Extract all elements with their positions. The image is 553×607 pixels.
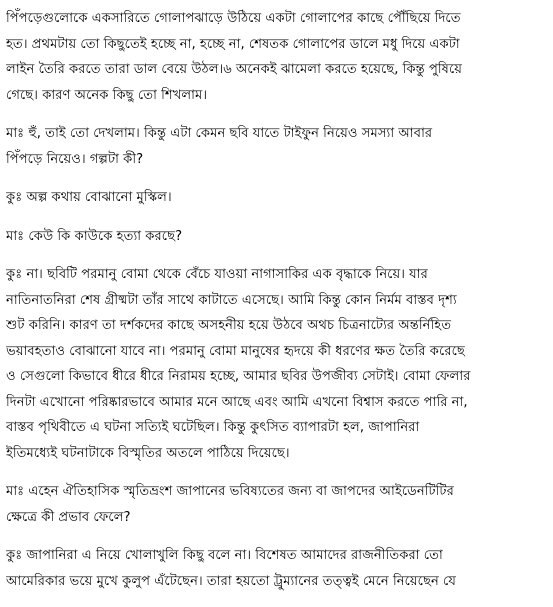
paragraph [6,224,550,250]
text-line: দিনটা এখোনো পরিষ্কারভাবে আমার মনে আছে এবং আমি এখনো বিশ্বাস করতে পারি না, [6,394,468,410]
document-body [6,6,550,607]
paragraph [6,479,550,530]
text-line: ইতিমধ্যেই ঘটনাটাকে বিস্মৃতির অতলে পাঠিয়ে দিয়েছে। [6,445,290,461]
paragraph [6,262,550,466]
text-line: কুঃ অল্প কথায় বোঝানো মুস্কিল। [6,190,172,205]
text-line: হত। প্রথমটায় তো কিছুতেই হচ্ছে না, হচ্ছে না, শেষতক গোলাপের ডালে মধু দিয়ে একটা [6,36,460,52]
text-line: ক্ষেত্রে কী প্রভাব ফেলে? [6,509,131,525]
text-line: লাইন তৈরি করতে তারা ডাল বেয়ে উঠল।৬ অনেকই ঝামেলা করতে হয়েছে, কিন্তু পুষিয়ে [6,62,463,77]
text-line: মাঃ হুঁ, তাই তো দেখলাম। কিন্তু এটা কেমন ছবি যাতে টাইফুন নিয়েও সমস্যা আবার [6,126,433,141]
paragraph [6,121,550,172]
text-line: ভয়াবহতাও বোঝানো যাবে না। পরমানু বোমা মানুষের হৃদয়ে কী ধরণের ক্ষত তৈরি করেছে [6,343,465,359]
paragraph [6,543,550,594]
text-line: আমেরিকার ভয়ে মুখে কুলুপ এঁটেছেন। তারা হয়তো ট্রুম্যানের তত্ত্বই মেনে নিয়েছেন যে [6,573,456,589]
text-line: মাঃ এহেন ঐতিহাসিক স্মৃতিভ্রংশ জাপানের ভবিষ্যতের জন্য বা জাপদের আইডেনটিটির [6,484,454,499]
text-line: গেছে। কারণ অনেক কিছু তো শিখলাম। [6,87,208,103]
paragraph [6,185,550,211]
paragraph [6,6,550,108]
text-line: ও সেগুলো কিভাবে ধীরে ধীরে নিরাময় হচ্ছে, আমার ছবির উপজীব্য সেটাই। বোমা ফেলার [6,369,471,384]
text-line: নাতিনাতনিরা শেষ গ্রীষ্মটা তাঁর সাথে কাটাতে এসেছে। আমি কিন্তু কোন নির্মম বাস্তব দৃশ্য [6,292,457,308]
text-line: পিঁপড়েগুলোকে একসারিতে গোলাপঝাড়ে উঠিয়ে একটা গোলাপের কাছে পৌঁছিয়ে দিতে [6,11,461,26]
text-line: বাস্তব পৃথিবীতে এ ঘটনা সত্যিই ঘটেছিল। কিন্তু কুৎসিত ব্যাপারটা হল, জাপানিরা [6,420,420,435]
text-line: পিঁপড়ে নিয়েও। গল্পটা কী? [6,151,144,167]
text-line: কুঃ জাপানিরা এ নিয়ে খোলাখুলি কিছু বলে না। বিশেষত আমাদের রাজনীতিকরা তো [6,548,443,563]
text-line: শুট করিনি। কারণ তা দর্শকদের কাছে অসহনীয় হয়ে উঠবে অথচ চিত্রনাট্যের অন্তর্নিহিত [6,318,452,333]
text-line: কুঃ না। ছবিটি পরমানু বোমা থেকে বেঁচে যাওয়া নাগাসাকির এক বৃদ্ধাকে নিয়ে। যার [6,267,428,282]
text-line: মাঃ কেউ কি কাউকে হত্যা করছে? [6,228,183,244]
